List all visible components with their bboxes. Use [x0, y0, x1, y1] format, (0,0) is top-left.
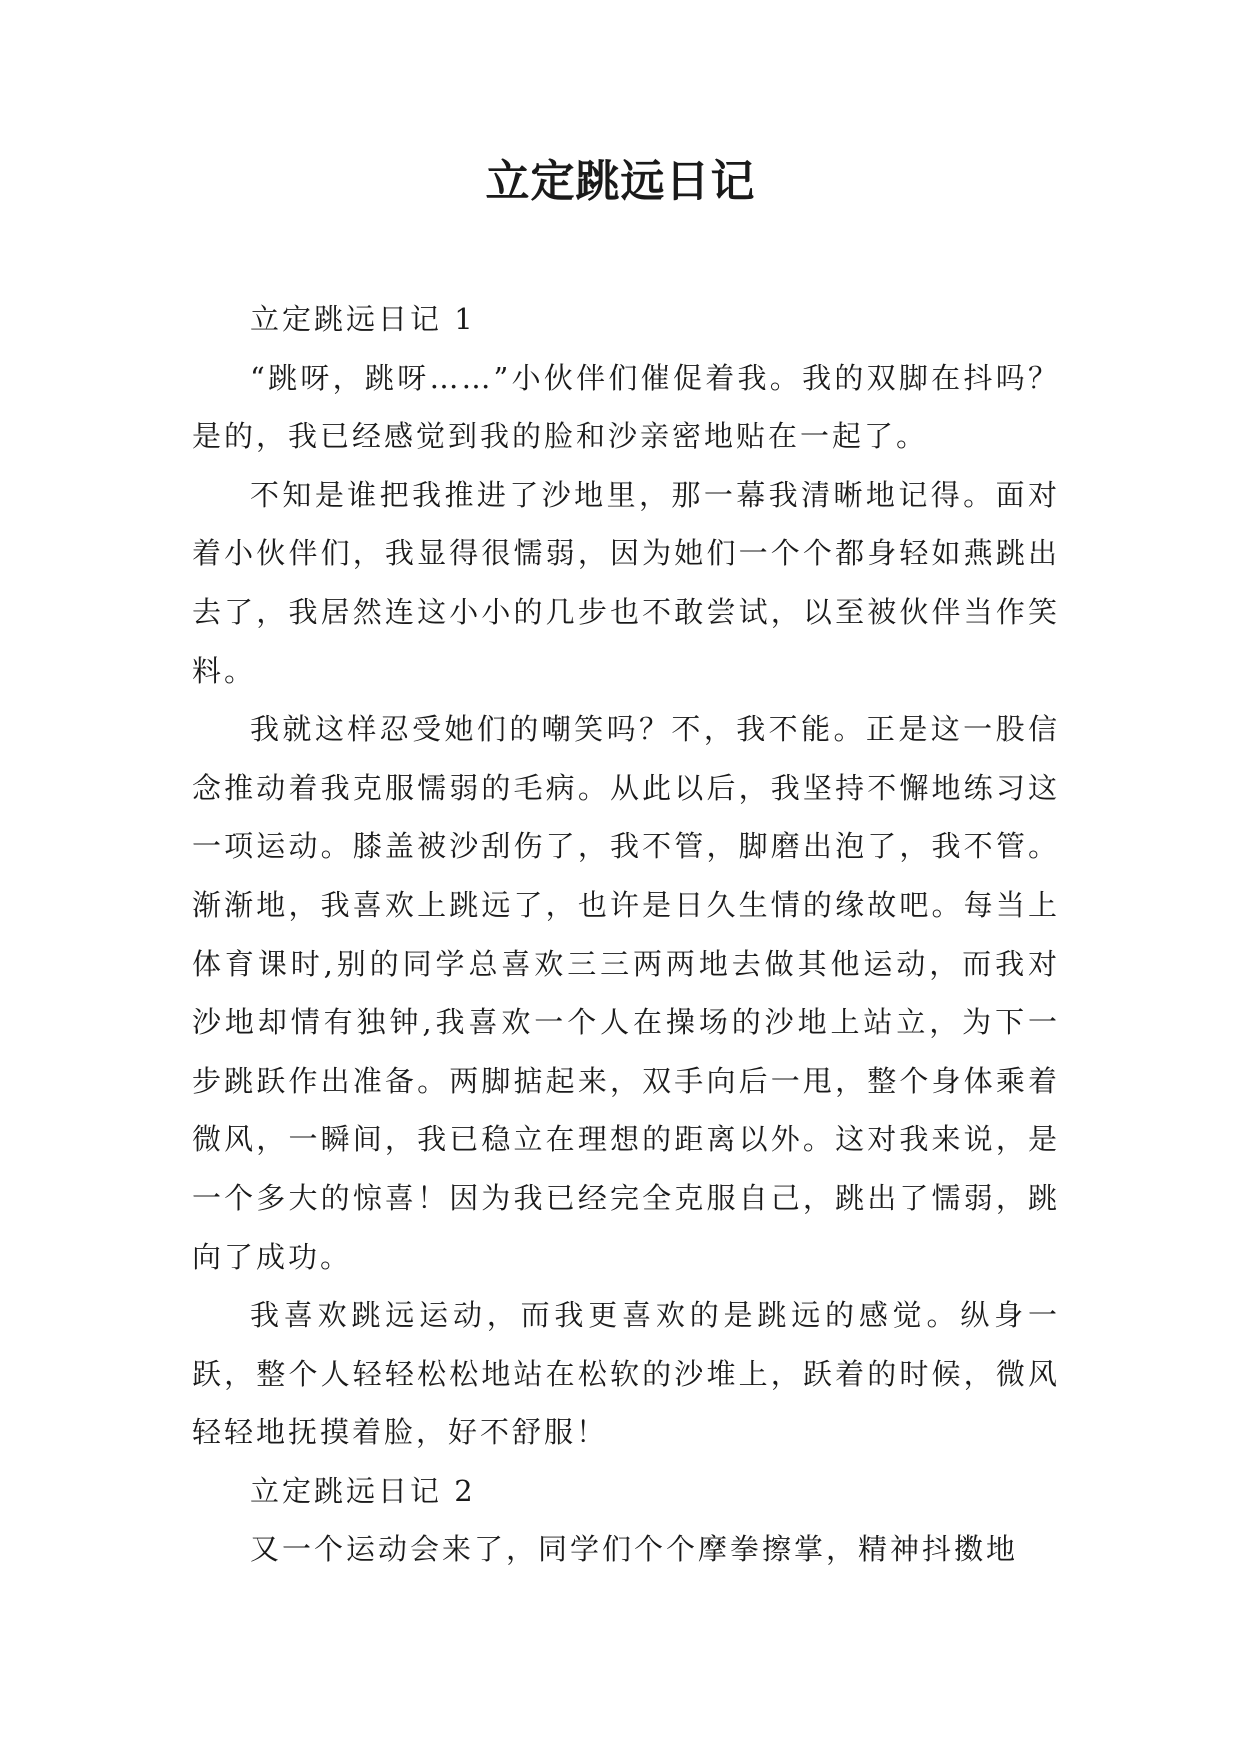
document-body	[192, 290, 1060, 1579]
paragraph: 我喜欢跳远运动，而我更喜欢的是跳远的感觉。纵身一跃，整个人轻轻松松地站在松软的沙堆上，跃着的时候，微风轻轻地抚摸着脸，好不舒服！	[192, 1298, 1060, 1450]
section-heading-1: 立定跳远日记 1	[250, 302, 476, 336]
paragraph: 我就这样忍受她们的嘲笑吗？不，我不能。正是这一股信念推动着我克服懦弱的毛病。从此以后，我坚持不懈地练习这一项运动。膝盖被沙刮伤了，我不管，脚磨出泡了，我不管。渐渐地，我喜欢上跳远了，也许是日久生情的缘故吧。每当上体育课时,别的同学总喜欢三三两两地去做其他运动，而我对沙地却情有独钟,我喜欢一个人在操场的沙地上站立，为下一步跳跃作出准备。两脚掂起来，双手向后一甩，整个身体乘着微风，一瞬间，我已稳立在理想的距离以外。这对我来说，是一个多大的惊喜！因为我已经完全克服自己，跳出了懦弱，跳向了成功。	[192, 712, 1060, 1274]
section-heading-2: 立定跳远日记 2	[250, 1473, 476, 1508]
paragraph: “跳呀，跳呀……”小伙伴们催促着我。我的双脚在抖吗？是的，我已经感觉到我的脸和沙亲密地贴在一起了。	[192, 360, 1060, 454]
paragraph: 不知是谁把我推进了沙地里，那一幕我清晰地记得。面对着小伙伴们，我显得很懦弱，因为她们一个个都身轻如燕跳出去了，我居然连这小小的几步也不敢尝试，以至被伙伴当作笑料。	[192, 477, 1060, 688]
page-title: 立定跳远日记	[485, 156, 756, 207]
paragraph: 又一个运动会来了，同学们个个摩拳擦掌，精神抖擞地	[250, 1532, 1019, 1567]
